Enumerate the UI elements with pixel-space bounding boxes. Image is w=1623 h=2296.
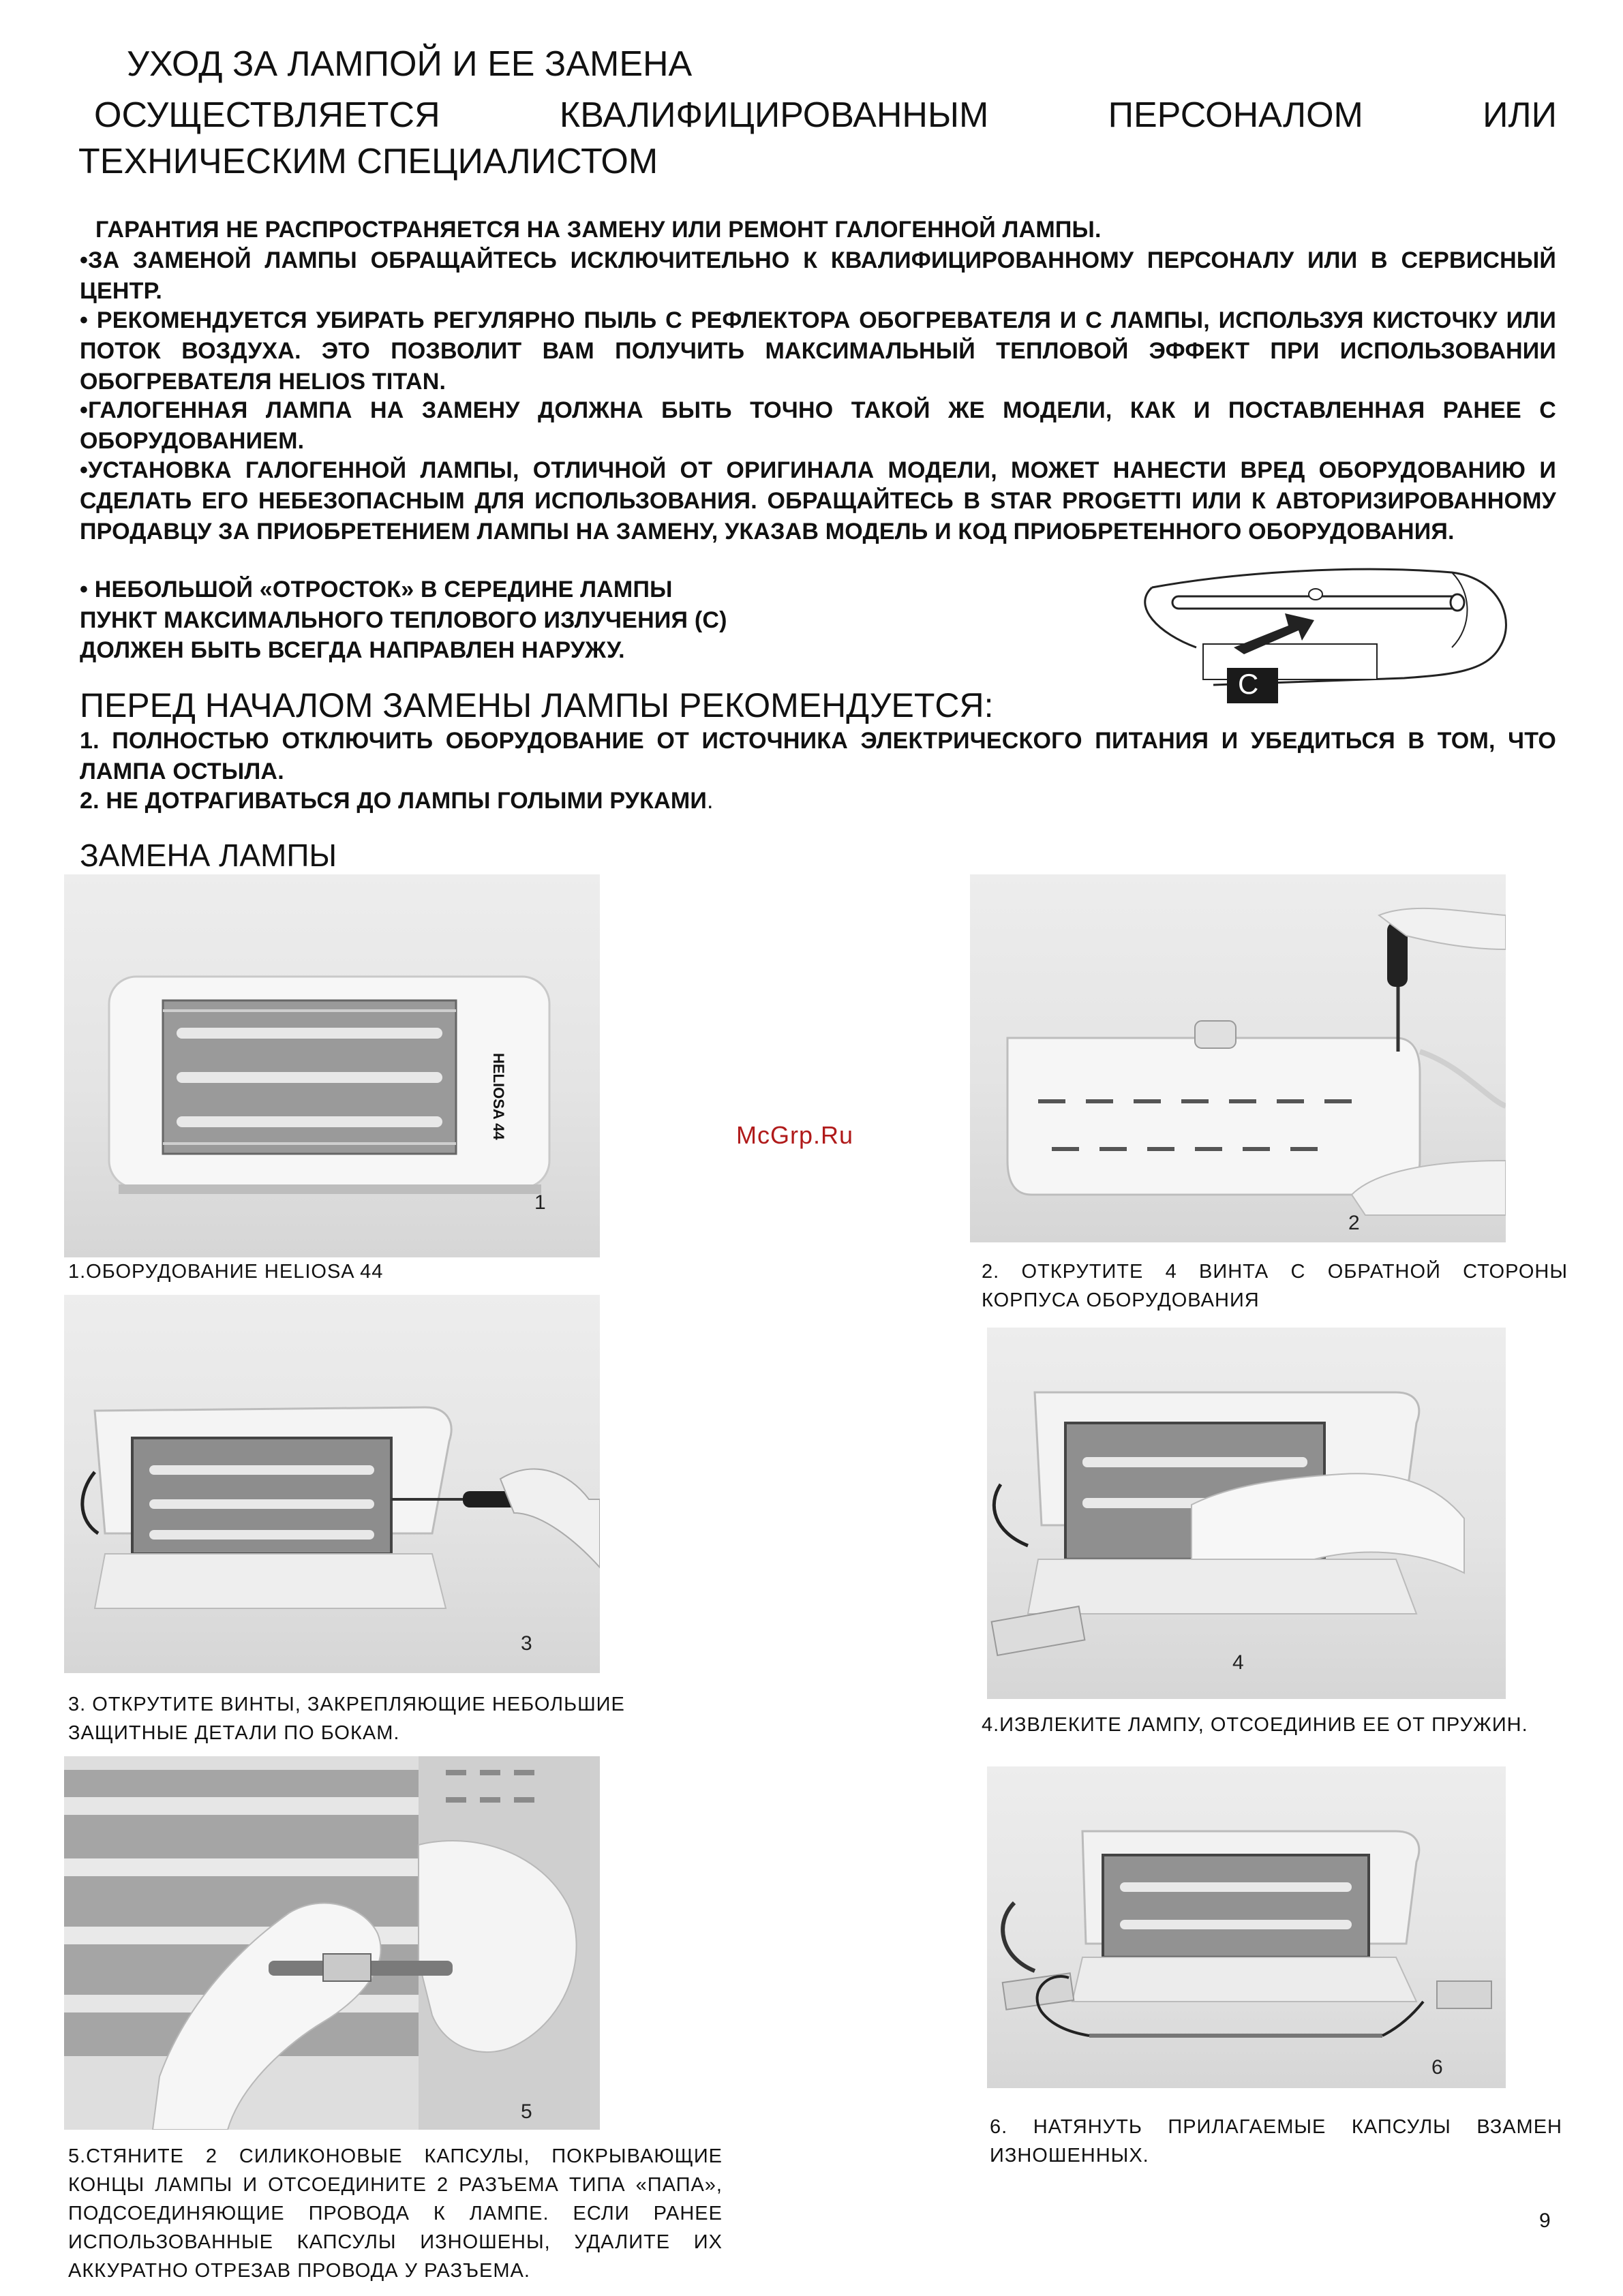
title-word: ОСУЩЕСТВЛЯЕТСЯ bbox=[94, 95, 440, 135]
warranty-note: ГАРАНТИЯ НЕ РАСПРОСТРАНЯЕТСЯ НА ЗАМЕНУ ИЛИ РЕМОНТ ГАЛОГЕННОЙ ЛАМПЫ. bbox=[95, 217, 1102, 243]
photo-number: 1 bbox=[534, 1191, 546, 1214]
page-number: 9 bbox=[1539, 2209, 1551, 2232]
lamp-removal-image bbox=[987, 1328, 1506, 1699]
before-step-1: 1. ПОЛНОСТЬЮ ОТКЛЮЧИТЬ ОБОРУДОВАНИЕ ОТ ИСТОЧНИКА ЭЛЕКТРИЧЕСКОГО ПИТАНИЯ И УБЕДИТЬСЯ В ТОМ, ЧТО ЛАМПА ОСТЫЛА. bbox=[80, 728, 1556, 784]
photo-number: 2 bbox=[1348, 1212, 1360, 1234]
caption-step-1: 1.ОБОРУДОВАНИЕ HELIOSA 44 bbox=[68, 1261, 384, 1283]
note-bullet-5-line-1: • НЕБОЛЬШОЙ «ОТРОСТОК» В СЕРЕДИНЕ ЛАМПЫ bbox=[80, 577, 673, 602]
photo-number: 3 bbox=[521, 1632, 532, 1655]
photo-step-6 bbox=[987, 1766, 1506, 2088]
photo-step-5 bbox=[64, 1756, 600, 2130]
photo-step-2 bbox=[970, 874, 1506, 1242]
note-bullet-3: •ГАЛОГЕННАЯ ЛАМПА НА ЗАМЕНУ ДОЛЖНА БЫТЬ ТОЧНО ТАКОЙ ЖЕ МОДЕЛИ, КАК И ПОСТАВЛЕННАЯ РАНЕЕ С ОБОРУДОВАНИЕМ. bbox=[80, 397, 1556, 454]
title-line-2 bbox=[94, 92, 1557, 138]
title-word: КВАЛИФИЦИРОВАННЫМ bbox=[559, 95, 989, 135]
lamp-label-c: C bbox=[1238, 668, 1259, 700]
photo-step-1 bbox=[64, 874, 600, 1257]
heater-open-side-screws-image bbox=[64, 1295, 600, 1673]
photo-step-3 bbox=[64, 1295, 600, 1673]
note-bullet-5-line-2: ПУНКТ МАКСИМАЛЬНОГО ТЕПЛОВОГО ИЗЛУЧЕНИЯ (С) bbox=[80, 607, 727, 633]
lamp-reflector-illustration bbox=[1132, 545, 1513, 709]
heater-with-new-lamp-image bbox=[987, 1766, 1506, 2088]
capsule-removal-closeup-image bbox=[64, 1756, 600, 2130]
before-heading: ПЕРЕД НАЧАЛОМ ЗАМЕНЫ ЛАМПЫ РЕКОМЕНДУЕТСЯ: bbox=[80, 686, 994, 724]
title-line-3: ТЕХНИЧЕСКИМ СПЕЦИАЛИСТОМ bbox=[78, 142, 658, 181]
photo-step-4 bbox=[987, 1328, 1506, 1699]
before-step-2-period: . bbox=[707, 788, 714, 814]
heater-back-screwdriver-image bbox=[970, 874, 1506, 1242]
note-bullet-4: •УСТАНОВКА ГАЛОГЕННОЙ ЛАМПЫ, ОТЛИЧНОЙ ОТ ОРИГИНАЛА МОДЕЛИ, МОЖЕТ НАНЕСТИ ВРЕД ОБОРУДОВАНИЮ И СДЕЛАТЬ ЕГО НЕБЕЗОПАСНЫМ ДЛЯ ИСПОЛЬЗОВАНИЯ. ОБРАЩАЙТЕСЬ В STAR PROGETTI ИЛИ К АВТОРИЗИРОВАННОМУ ПРОДАВЦУ ЗА ПРИОБРЕТЕНИЕМ ЛАМПЫ НА ЗАМЕНУ, УКАЗАВ МОДЕЛЬ И КОД ПРИОБРЕТЕННОГО ОБОРУДОВАНИЯ. bbox=[80, 457, 1556, 545]
title-word: ИЛИ bbox=[1483, 95, 1557, 135]
caption-step-5: 5.СТЯНИТЕ 2 СИЛИКОНОВЫЕ КАПСУЛЫ, ПОКРЫВАЮЩИЕ КОНЦЫ ЛАМПЫ И ОТСОЕДИНИТЕ 2 РАЗЪЕМА ТИПА «ПАПА», ПОДСОЕДИНЯЮЩИЕ ПРОВОДА К ЛАМПЕ. ЕСЛИ РАНЕЕ ИСПОЛЬЗОВАННЫЕ КАПСУЛЫ ИЗНОШЕНЫ, УДАЛИТЕ ИХ АККУРАТНО ОТРЕЗАВ ПРОВОДА У РАЗЪЕМА. bbox=[68, 2145, 723, 2282]
caption-step-3: 3. ОТКРУТИТЕ ВИНТЫ, ЗАКРЕПЛЯЮЩИЕ НЕБОЛЬШИЕ ЗАЩИТНЫЕ ДЕТАЛИ ПО БОКАМ. bbox=[68, 1694, 625, 1744]
watermark: McGrp.Ru bbox=[736, 1121, 854, 1149]
heater-front-image bbox=[64, 874, 600, 1257]
photo-number: 6 bbox=[1431, 2056, 1443, 2079]
before-step-2 bbox=[80, 786, 714, 816]
photo-number: 5 bbox=[521, 2100, 532, 2123]
heater-brand-label: HELIOSA 44 bbox=[490, 1053, 507, 1140]
lamp-diagram bbox=[1132, 545, 1513, 709]
caption-step-6: 6. НАТЯНУТЬ ПРИЛАГАЕМЫЕ КАПСУЛЫ ВЗАМЕН ИЗНОШЕННЫХ. bbox=[990, 2116, 1562, 2167]
replacement-heading: ЗАМЕНА ЛАМПЫ bbox=[80, 838, 337, 873]
before-step-2-text: 2. НЕ ДОТРАГИВАТЬСЯ ДО ЛАМПЫ ГОЛЫМИ РУКАМИ bbox=[80, 788, 708, 814]
photo-number: 4 bbox=[1232, 1651, 1244, 1674]
note-bullet-2: • РЕКОМЕНДУЕТСЯ УБИРАТЬ РЕГУЛЯРНО ПЫЛЬ С РЕФЛЕКТОРА ОБОГРЕВАТЕЛЯ И С ЛАМПЫ, ИСПОЛЬЗУЯ КИСТОЧКУ ИЛИ ПОТОК ВОЗДУХА. ЭТО ПОЗВОЛИТ ВАМ ПОЛУЧИТЬ МАКСИМАЛЬНЫЙ ТЕПЛОВОЙ ЭФФЕКТ ПРИ ИСПОЛЬЗОВАНИИ ОБОГРЕВАТЕЛЯ HELIOS TITAN. bbox=[80, 307, 1556, 395]
caption-step-4: 4.ИЗВЛЕКИТЕ ЛАМПУ, ОТСОЕДИНИВ ЕЕ ОТ ПРУЖИН. bbox=[982, 1714, 1528, 1736]
page-title: УХОД ЗА ЛАМПОЙ И ЕЕ ЗАМЕНА bbox=[127, 44, 693, 84]
note-bullet-1: •ЗА ЗАМЕНОЙ ЛАМПЫ ОБРАЩАЙТЕСЬ ИСКЛЮЧИТЕЛЬНО К КВАЛИФИЦИРОВАННОМУ ПЕРСОНАЛУ ИЛИ В СЕРВИСНЫЙ ЦЕНТР. bbox=[80, 247, 1556, 304]
caption-step-2: 2. ОТКРУТИТЕ 4 ВИНТА С ОБРАТНОЙ СТОРОНЫ КОРПУСА ОБОРУДОВАНИЯ bbox=[982, 1261, 1568, 1311]
title-word: ПЕРСОНАЛОМ bbox=[1108, 95, 1363, 135]
note-bullet-5-line-3: ДОЛЖЕН БЫТЬ ВСЕГДА НАПРАВЛЕН НАРУЖУ. bbox=[80, 637, 625, 663]
